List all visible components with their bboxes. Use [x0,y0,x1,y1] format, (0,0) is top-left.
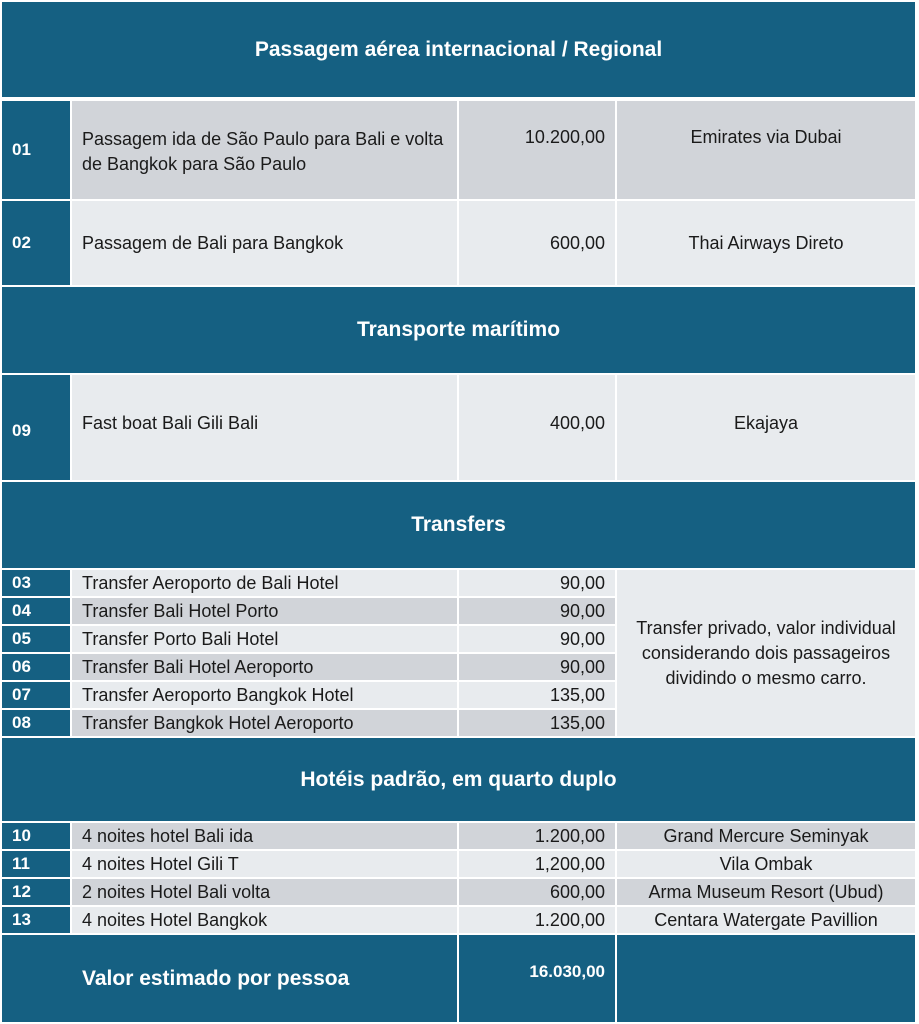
row-provider: Emirates via Dubai [617,101,915,199]
row-number: 08 [2,710,70,736]
row-description: Transfer Bangkok Hotel Aeroporto [72,710,457,736]
row-number: 07 [2,682,70,708]
row-number: 04 [2,598,70,624]
row-number: 09 [2,375,70,480]
row-provider: Arma Museum Resort (Ubud) [617,879,915,905]
row-provider: Vila Ombak [617,851,915,877]
row-number: 11 [2,851,70,877]
row-description: Transfer Porto Bali Hotel [72,626,457,652]
row-description: Transfer Aeroporto de Bali Hotel [72,570,457,596]
row-description: Transfer Bali Hotel Porto [72,598,457,624]
row-price: 1,200,00 [459,851,615,877]
total-empty-cell [617,935,915,1022]
section-header-air: Passagem aérea internacional / Regional [2,2,915,97]
row-provider: Thai Airways Direto [617,201,915,285]
row-provider: Grand Mercure Seminyak [617,823,915,849]
row-description: 4 noites Hotel Gili T [72,851,457,877]
row-number: 03 [2,570,70,596]
row-price: 600,00 [459,201,615,285]
section-header-transfers: Transfers [2,482,915,568]
row-price: 90,00 [459,570,615,596]
row-number: 02 [2,201,70,285]
row-price: 10.200,00 [459,101,615,199]
row-price: 90,00 [459,654,615,680]
row-provider: Centara Watergate Pavillion [617,907,915,933]
row-description: Fast boat Bali Gili Bali [72,375,457,480]
row-description: Transfer Bali Hotel Aeroporto [72,654,457,680]
row-description: 4 noites Hotel Bangkok [72,907,457,933]
row-description: 4 noites hotel Bali ida [72,823,457,849]
row-price: 90,00 [459,598,615,624]
row-number: 13 [2,907,70,933]
section-header-sea: Transporte marítimo [2,287,915,373]
row-number: 10 [2,823,70,849]
section-header-hotels: Hotéis padrão, em quarto duplo [2,738,915,821]
row-price: 135,00 [459,710,615,736]
total-label: Valor estimado por pessoa [2,935,457,1022]
row-price: 1.200,00 [459,907,615,933]
total-value: 16.030,00 [459,935,615,1022]
row-price: 135,00 [459,682,615,708]
row-number: 12 [2,879,70,905]
row-price: 600,00 [459,879,615,905]
row-price: 1.200,00 [459,823,615,849]
row-description: Passagem ida de São Paulo para Bali e volta de Bangkok para São Paulo [72,101,457,199]
row-price: 400,00 [459,375,615,480]
transfer-note: Transfer privado, valor individual considerando dois passageiros dividindo o mesmo carro. [617,570,915,736]
row-number: 01 [2,101,70,199]
row-price: 90,00 [459,626,615,652]
row-number: 06 [2,654,70,680]
row-description: Passagem de Bali para Bangkok [72,201,457,285]
row-number: 05 [2,626,70,652]
row-description: 2 noites Hotel Bali volta [72,879,457,905]
row-provider: Ekajaya [617,375,915,480]
row-description: Transfer Aeroporto Bangkok Hotel [72,682,457,708]
